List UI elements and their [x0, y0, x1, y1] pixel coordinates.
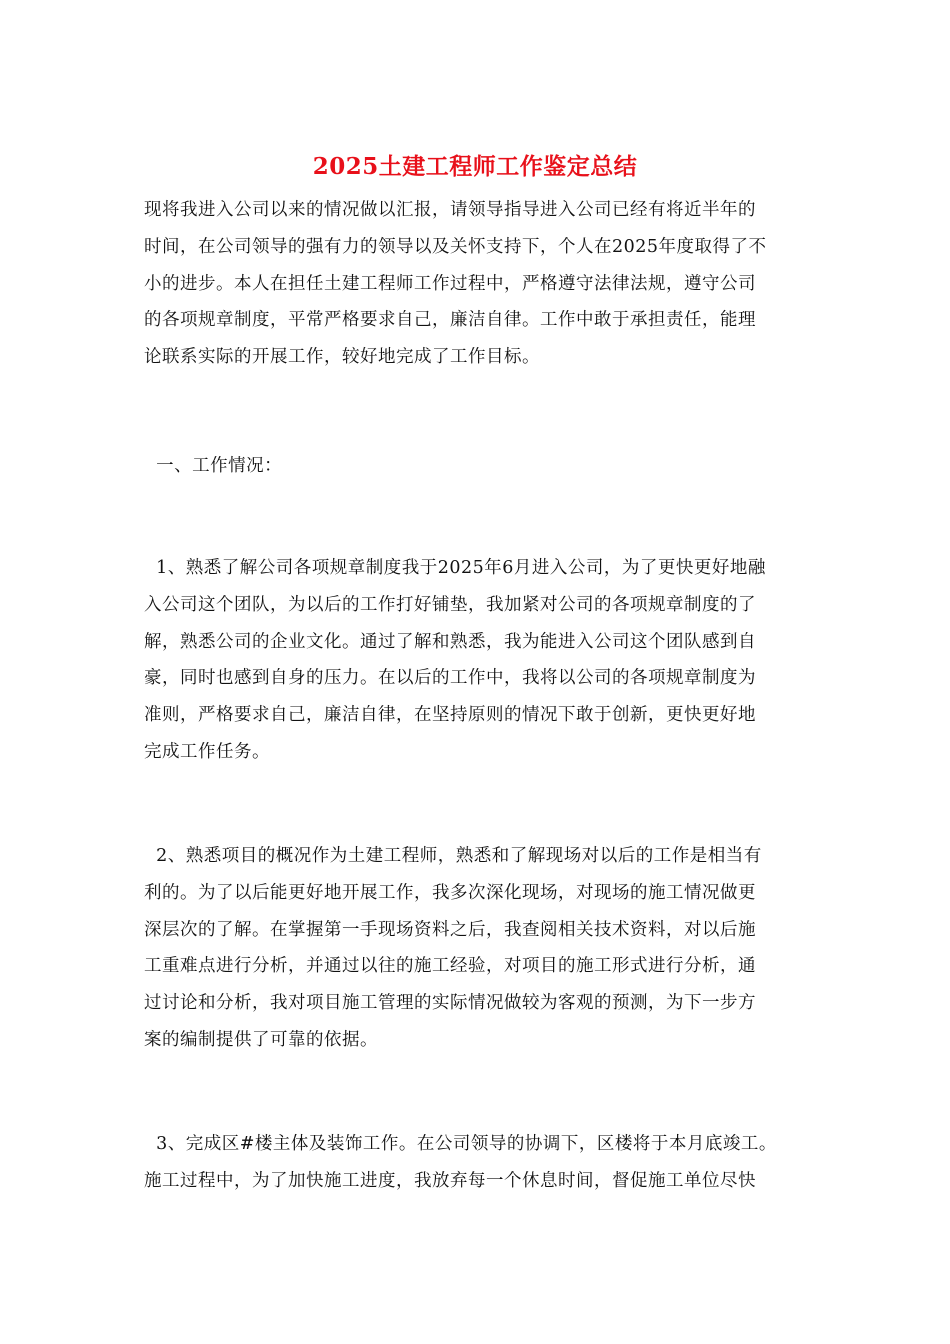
paragraph-line: 解，熟悉公司的企业文化。通过了解和熟悉，我为能进入公司这个团队感到自: [144, 631, 756, 652]
paragraph-line: 入公司这个团队，为以后的工作打好铺垫，我加紧对公司的各项规章制度的了: [144, 594, 756, 615]
paragraph-line: 论联系实际的开展工作，较好地完成了工作目标。: [144, 347, 540, 368]
document-title: 2025土建工程师工作鉴定总结: [312, 153, 638, 180]
paragraph-line: 现将我进入公司以来的情况做以汇报，请领导指导进入公司已经有将近半年的: [144, 200, 756, 220]
paragraph-line: 准则，严格要求自己，廉洁自律，在坚持原则的情况下敢于创新，更快更好地: [144, 705, 756, 726]
paragraph-line: 豪，同时也感到自身的压力。在以后的工作中，我将以公司的各项规章制度为: [144, 668, 756, 689]
paragraph-line: 时间，在公司领导的强有力的领导以及关怀支持下，个人在2025年度取得了不: [144, 236, 767, 257]
paragraph-line: 利的。为了以后能更好地开展工作，我多次深化现场，对现场的施工情况做更: [144, 882, 756, 903]
intro-paragraph: [144, 192, 812, 376]
paragraph-line: 过讨论和分析，我对项目施工管理的实际情况做较为客观的预测，为下一步方: [144, 993, 756, 1014]
paragraph-line: 的各项规章制度，平常严格要求自己，廉洁自律。工作中敢于承担责任，能理: [144, 310, 756, 331]
paragraph-line: 2、熟悉项目的概况作为土建工程师，熟悉和了解现场对以后的工作是相当有: [144, 846, 762, 866]
section-heading-text: 一、工作情况：: [144, 456, 283, 476]
paragraph-line: 3、完成区#楼主体及装饰工作。在公司领导的协调下，区楼将于本月底竣工。: [144, 1134, 777, 1154]
section-heading: [144, 448, 812, 485]
paragraph-line: 施工过程中，为了加快施工进度，我放弃每一个休息时间，督促施工单位尽快: [144, 1170, 756, 1191]
paragraph-line: 案的编制提供了可靠的依据。: [144, 1029, 378, 1050]
item-2-paragraph: [144, 838, 812, 1059]
item-3-paragraph: [144, 1126, 812, 1200]
paragraph-line: 深层次的了解。在掌握第一手现场资料之后，我查阅相关技术资料，对以后施: [144, 919, 756, 940]
paragraph-line: 1、熟悉了解公司各项规章制度我于2025年6月进入公司，为了更快更好地融: [144, 558, 766, 578]
paragraph-line: 工重难点进行分析，并通过以往的施工经验，对项目的施工形式进行分析，通: [144, 956, 756, 977]
paragraph-line: 小的进步。本人在担任土建工程师工作过程中，严格遵守法律法规，遵守公司: [144, 273, 756, 294]
paragraph-line: 完成工作任务。: [144, 741, 270, 762]
item-1-paragraph: [144, 550, 812, 771]
